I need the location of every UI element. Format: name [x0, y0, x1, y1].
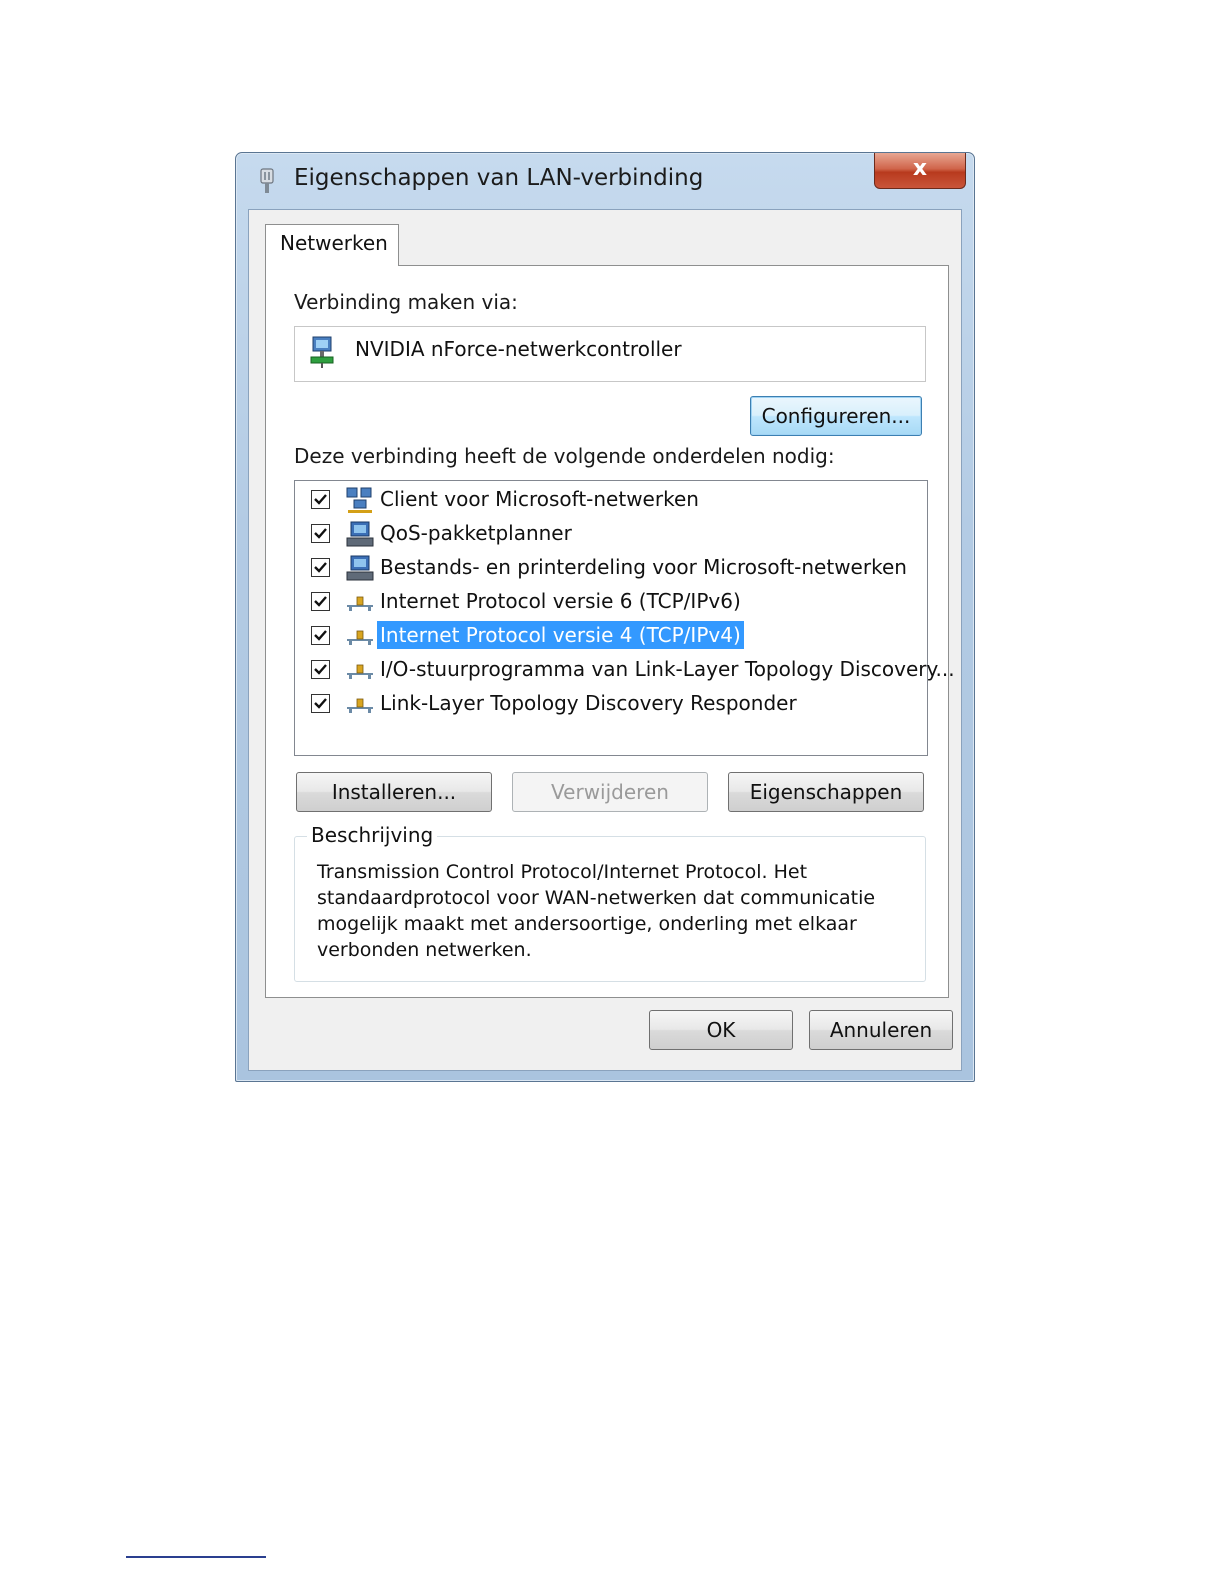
ok-button[interactable]: OK [649, 1010, 793, 1050]
list-item[interactable] [295, 552, 925, 584]
cancel-button[interactable]: Annuleren [809, 1010, 953, 1050]
checkmark-icon [313, 492, 328, 507]
network-connection-icon [256, 167, 278, 195]
checkmark-icon [313, 662, 328, 677]
network-client-icon [345, 486, 375, 514]
tab-netwerken[interactable]: Netwerken [265, 224, 399, 266]
list-item[interactable] [295, 654, 955, 686]
checkbox[interactable] [311, 558, 330, 577]
computer-icon [345, 520, 375, 548]
list-item[interactable] [295, 484, 925, 516]
checkmark-icon [313, 526, 328, 541]
checkbox[interactable] [311, 660, 330, 679]
protocol-icon [345, 656, 375, 684]
tab-panel [265, 265, 955, 998]
remove-button[interactable]: Verwijderen [512, 772, 708, 812]
title-bar[interactable] [236, 153, 974, 209]
protocol-icon [345, 588, 375, 616]
list-item-label: Internet Protocol versie 6 (TCP/IPv6) [380, 589, 741, 613]
checkmark-icon [313, 560, 328, 575]
list-item-label: I/O-stuurprogramma van Link-Layer Topology Discovery... [380, 657, 955, 681]
configure-button[interactable]: Configureren... [750, 396, 922, 436]
close-button[interactable] [874, 153, 966, 189]
checkbox[interactable] [311, 694, 330, 713]
list-item-label: Link-Layer Topology Discovery Responder [380, 691, 797, 715]
description-text: Transmission Control Protocol/Internet Protocol. Het standaardprotocol voor WAN-netwerken dat communicatie mogelijk maakt met andersoortige, onderling met elkaar verbonden netwerken. [317, 861, 876, 961]
components-list[interactable] [294, 480, 955, 756]
connect-via-label: Verbinding maken via: [294, 290, 518, 314]
list-item-label: Internet Protocol versie 4 (TCP/IPv4) [377, 621, 744, 649]
close-icon: x [912, 156, 928, 181]
list-item-label: Bestands- en printerdeling voor Microsoft-netwerken [380, 555, 907, 579]
list-item[interactable] [295, 518, 925, 550]
computer-icon [345, 554, 375, 582]
install-button[interactable]: Installeren... [296, 772, 492, 812]
adapter-field [294, 326, 926, 382]
footnote-separator [126, 1556, 266, 1558]
network-adapter-icon [309, 335, 339, 369]
list-item[interactable] [295, 586, 925, 618]
list-item-label: QoS-pakketplanner [380, 521, 572, 545]
protocol-icon [345, 690, 375, 718]
checkbox[interactable] [311, 524, 330, 543]
description-group [294, 823, 926, 982]
list-item-selected[interactable] [295, 620, 925, 652]
checkbox[interactable] [311, 626, 330, 645]
list-item-label: Client voor Microsoft-netwerken [380, 487, 699, 511]
checkbox[interactable] [311, 490, 330, 509]
list-item[interactable] [295, 688, 925, 720]
checkmark-icon [313, 696, 328, 711]
adapter-name: NVIDIA nForce-netwerkcontroller [355, 337, 682, 361]
protocol-icon [345, 622, 375, 650]
dialog-client-area [248, 209, 962, 1071]
checkmark-icon [313, 594, 328, 609]
properties-button[interactable]: Eigenschappen [728, 772, 924, 812]
components-label: Deze verbinding heeft de volgende onderdelen nodig: [294, 444, 835, 468]
description-legend: Beschrijving [307, 823, 437, 847]
checkbox[interactable] [311, 592, 330, 611]
window-title: Eigenschappen van LAN-verbinding [294, 165, 704, 191]
checkmark-icon [313, 628, 328, 643]
properties-dialog [235, 152, 975, 1082]
